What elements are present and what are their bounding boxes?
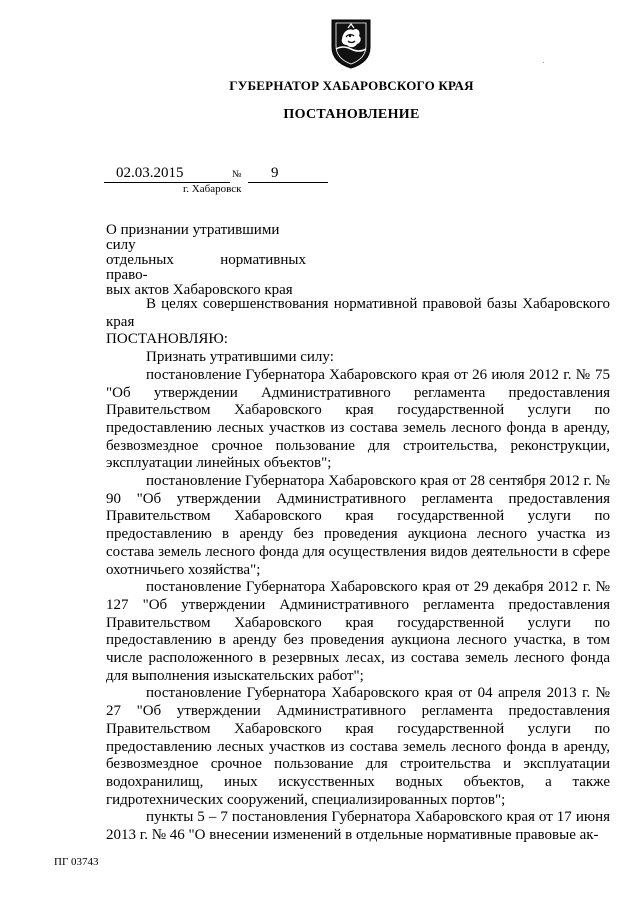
form-code: ПГ 03743 <box>54 856 99 868</box>
document-subject <box>106 223 306 298</box>
subject-line: отдельных нормативных право- <box>106 252 306 283</box>
number-underline <box>248 182 328 183</box>
number-sign: № <box>232 169 242 180</box>
subject-line: О признании утратившими силу <box>106 222 280 253</box>
khabarovsk-coat-of-arms-icon <box>328 17 374 69</box>
repealed-item: постановление Губернатора Хабаровского края от 29 декабря 2012 г. № 127 "Об утверждении Административного регламента предоставления Правительством Хабаровского края государственной услуги по предоставлению в аренду без проведения аукциона лесного участка, в том числе расположенного в резервных лесах, из состава земель лесного фонда для выполнения изыскательских работ"; <box>106 579 610 684</box>
repealed-item: пункты 5 – 7 постановления Губернатора Хабаровского края от 17 июня 2013 г. № 46 "О внесении изменений в отдельные нормативные правовые ак- <box>106 809 610 844</box>
lead-paragraph: Признать утратившими силу: <box>146 349 334 366</box>
corner-mark: · <box>542 58 545 67</box>
registration-date: 02.03.2015 <box>116 165 184 181</box>
subject-line: вых актов Хабаровского края <box>106 282 293 298</box>
resolve-word: ПОСТАНОВЛЯЮ: <box>106 331 228 348</box>
repealed-item: постановление Губернатора Хабаровского края от 26 июля 2012 г. № 75 "Об утверждении Административного регламента предоставления Правительством Хабаровского края государственной услуги по предоставлению лесных участков из состава земель лесного фонда в аренду, безвозмездное срочное пользование для строительства, реконструкции, эксплуатации линейных объектов"; <box>106 366 610 472</box>
issue-city: г. Хабаровск <box>183 183 242 195</box>
registration-number: 9 <box>271 165 279 181</box>
document-body <box>106 296 610 845</box>
repealed-item: постановление Губернатора Хабаровского края от 28 сентября 2012 г. № 90 "Об утверждении Административного регламента предоставления Правительством Хабаровского края государственной услуги по предоставлению в аренду без проведения аукциона лесного участка из состава земель лесного фонда для осуществления видов деятельности в сфере охотничьего хозяйства"; <box>106 473 610 578</box>
document-type: ПОСТАНОВЛЕНИЕ <box>283 107 420 122</box>
preamble-paragraph: В целях совершенствования нормативной правовой базы Хабаровского края <box>106 296 610 330</box>
issuing-authority: ГУБЕРНАТОР ХАБАРОВСКОГО КРАЯ <box>229 78 474 93</box>
repealed-item: постановление Губернатора Хабаровского края от 04 апреля 2013 г. № 27 "Об утверждении Административного регламента предоставления Правительством Хабаровского края государственной услуги по предоставлению лесных участков из состава земель лесного фонда в аренду, безвозмездное срочное пользование для строительства и эксплуатации водохранилищ, иных искусственных водных объектов, а также гидротехнических сооружений, специализированных портов"; <box>106 685 610 808</box>
